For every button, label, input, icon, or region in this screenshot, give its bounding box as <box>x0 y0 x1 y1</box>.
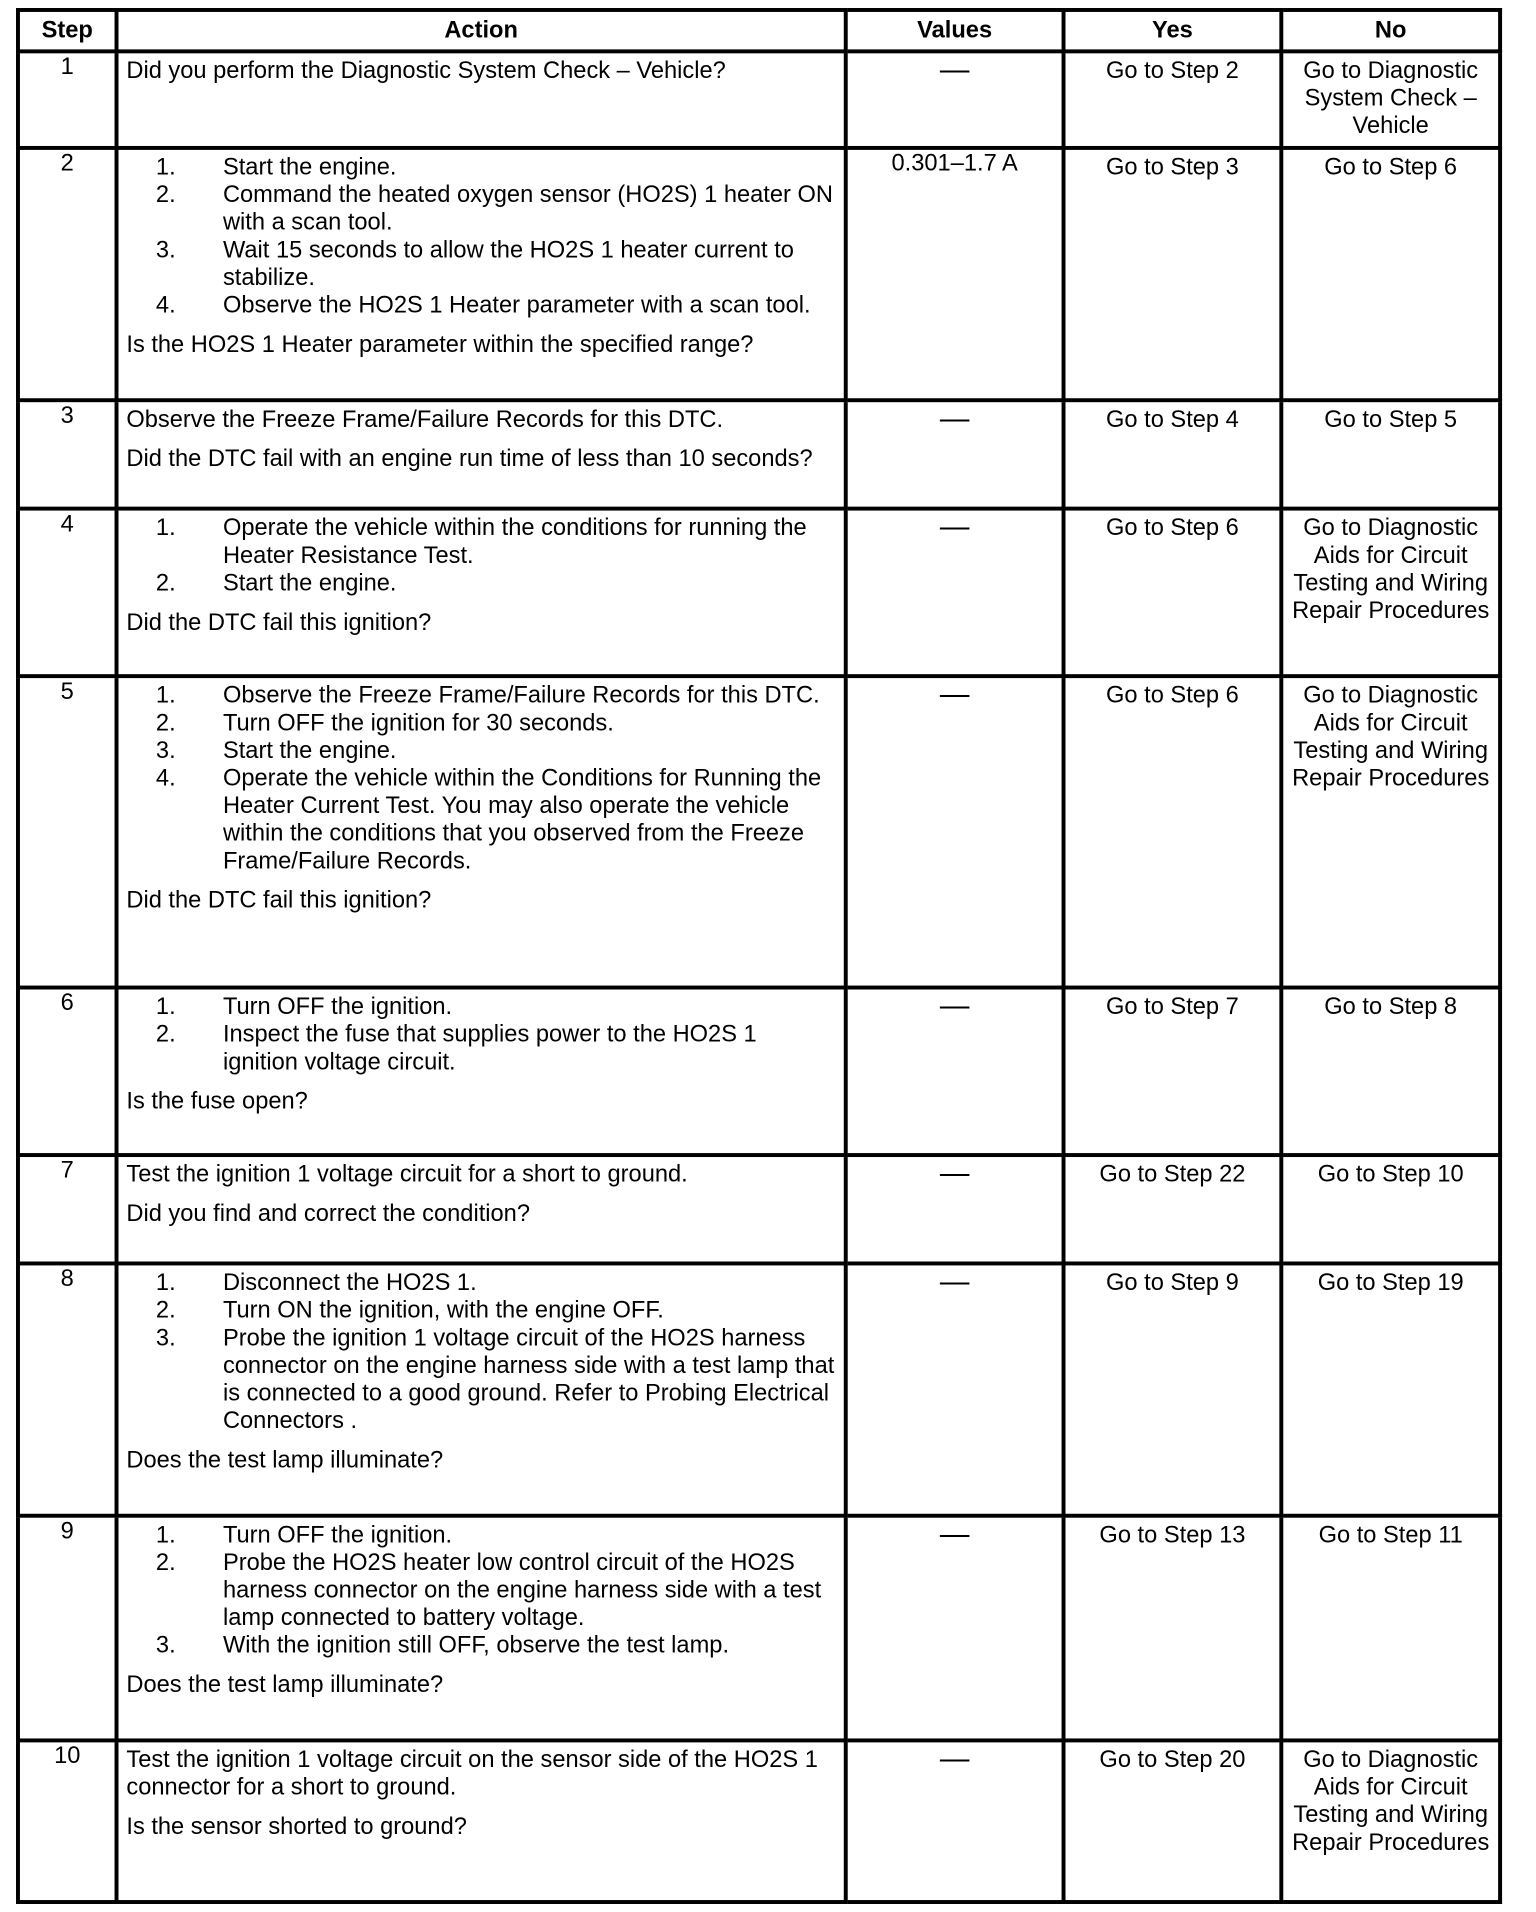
no-action: Go to Step 6 <box>1324 153 1458 181</box>
action-step-list <box>126 682 836 875</box>
action-step-item: Start the engine. <box>222 153 397 181</box>
action-content <box>118 1518 843 1701</box>
action-content <box>118 402 843 475</box>
yes-cell <box>1064 148 1282 400</box>
yes-action: Go to Step 7 <box>1106 993 1239 1021</box>
no-cell <box>1281 676 1500 987</box>
action-step-item: Probe the ignition 1 voltage circuit of the HO2S harness connector on the engine harness side with a test lamp that is connected to a good ground. Refer to Probing Electrical Connectors . <box>222 1324 835 1434</box>
action-question: Is the sensor shorted to ground? <box>126 1813 467 1840</box>
action-cell <box>117 988 846 1156</box>
action-question: Is the fuse open? <box>126 1088 308 1115</box>
no-action: Go to Diagnostic Aids for Circuit Testing and Wiring Repair Procedures <box>1292 682 1490 792</box>
value-cell: 0.301–1.7 A <box>846 148 1064 400</box>
action-instructions <box>126 154 836 320</box>
action-step-item: Start the engine. <box>222 737 397 764</box>
action-cell <box>117 1740 846 1902</box>
no-action: Go to Diagnostic Aids for Circuit Testing and Wiring Repair Procedures <box>1292 514 1490 624</box>
value-cell: — <box>846 1263 1064 1515</box>
step-number: 4 <box>18 509 117 677</box>
no-action: Go to Step 19 <box>1317 1269 1464 1296</box>
header-yes: Yes <box>1064 10 1282 51</box>
action-lead-text: Did you perform the Diagnostic System Check – Vehicle? <box>126 57 726 84</box>
yes-cell <box>1064 51 1282 148</box>
action-step-item: Turn ON the ignition, with the engine OFF. <box>222 1296 664 1324</box>
no-action: Go to Step 10 <box>1317 1160 1464 1188</box>
yes-cell <box>1064 1740 1282 1902</box>
action-cell <box>117 400 846 508</box>
action-instructions <box>126 682 836 875</box>
no-action: Go to Step 5 <box>1324 406 1458 433</box>
action-instructions <box>126 1522 836 1660</box>
action-cell <box>117 1263 846 1515</box>
step-number: 2 <box>18 148 117 400</box>
value-cell: — <box>846 509 1064 677</box>
action-step-item: Start the engine. <box>222 569 397 597</box>
action-lead-text: Test the ignition 1 voltage circuit on the sensor side of the HO2S 1 connector for a short to ground. <box>126 1746 818 1801</box>
action-cell <box>117 1516 846 1741</box>
no-cell <box>1281 509 1500 677</box>
no-cell <box>1281 1263 1500 1515</box>
action-step-item: Inspect the fuse that supplies power to the HO2S 1 ignition voltage circuit. <box>222 1021 757 1076</box>
diagnostic-table <box>16 8 1502 1904</box>
value-cell: — <box>846 1516 1064 1741</box>
step-number: 9 <box>18 1516 117 1741</box>
table-row <box>18 988 1500 1156</box>
table-row <box>18 51 1500 148</box>
table-row <box>18 148 1500 400</box>
yes-cell <box>1064 1263 1282 1515</box>
no-action: Go to Diagnostic Aids for Circuit Testing and Wiring Repair Procedures <box>1292 1746 1490 1856</box>
yes-cell <box>1064 1516 1282 1741</box>
action-step-item: Observe the HO2S 1 Heater parameter with a scan tool. <box>222 291 811 319</box>
action-cell <box>117 676 846 987</box>
yes-action: Go to Step 6 <box>1106 514 1239 542</box>
value-cell: — <box>846 1155 1064 1263</box>
action-content <box>118 1265 843 1476</box>
action-question: Is the HO2S 1 Heater parameter within the specified range? <box>126 331 754 358</box>
action-step-list <box>126 515 836 598</box>
yes-action: Go to Step 22 <box>1099 1160 1246 1188</box>
no-cell <box>1281 400 1500 508</box>
step-number: 10 <box>18 1740 117 1902</box>
table-row <box>18 400 1500 508</box>
value-cell: — <box>846 988 1064 1156</box>
action-step-item: Disconnect the HO2S 1. <box>222 1269 477 1296</box>
action-step-item: Turn OFF the ignition. <box>222 993 453 1021</box>
action-step-item: Probe the HO2S heater low control circuit of the HO2S harness connector on the engine harness side with a test lamp connected to battery voltage. <box>222 1549 822 1632</box>
step-number: 5 <box>18 676 117 987</box>
table-row <box>18 676 1500 987</box>
no-cell <box>1281 51 1500 148</box>
action-instructions <box>126 1161 836 1189</box>
action-step-item: Command the heated oxygen sensor (HO2S) 1 heater ON with a scan tool. <box>222 181 833 236</box>
yes-cell <box>1064 676 1282 987</box>
no-cell <box>1281 1740 1500 1902</box>
header-values: Values <box>846 10 1064 51</box>
action-step-item: With the ignition still OFF, observe the test lamp. <box>222 1632 730 1659</box>
yes-action: Go to Step 9 <box>1106 1269 1239 1296</box>
step-number: 8 <box>18 1263 117 1515</box>
header-action: Action <box>117 10 846 51</box>
yes-action: Go to Step 20 <box>1099 1746 1246 1773</box>
action-content <box>118 150 843 361</box>
header-no: No <box>1281 10 1500 51</box>
table-body <box>18 51 1500 1902</box>
value-cell: — <box>846 400 1064 508</box>
action-step-item: Operate the vehicle within the conditions for running the Heater Resistance Test. <box>222 514 807 569</box>
action-content <box>118 1742 843 1843</box>
yes-cell <box>1064 400 1282 508</box>
step-number: 7 <box>18 1155 117 1263</box>
yes-action: Go to Step 13 <box>1099 1521 1246 1549</box>
action-content <box>118 678 843 916</box>
yes-action: Go to Step 3 <box>1106 153 1239 181</box>
table-row <box>18 1516 1500 1741</box>
value-cell: — <box>846 1740 1064 1902</box>
step-number: 1 <box>18 51 117 148</box>
action-step-item: Observe the Freeze Frame/Failure Records for this DTC. <box>222 682 820 709</box>
action-cell <box>117 1155 846 1263</box>
action-instructions <box>126 515 836 598</box>
header-step: Step <box>18 10 117 51</box>
action-step-item: Wait 15 seconds to allow the HO2S 1 heater current to stabilize. <box>222 236 794 291</box>
action-cell <box>117 51 846 148</box>
table-row <box>18 1263 1500 1515</box>
action-step-list <box>126 1522 836 1660</box>
action-cell <box>117 148 846 400</box>
action-step-item: Turn OFF the ignition. <box>222 1521 453 1549</box>
no-cell <box>1281 1516 1500 1741</box>
action-step-list <box>126 154 836 320</box>
action-instructions <box>126 406 836 434</box>
value-cell: — <box>846 676 1064 987</box>
table-row <box>18 1155 1500 1263</box>
action-step-item: Turn OFF the ignition for 30 seconds. <box>222 709 614 737</box>
action-cell <box>117 509 846 677</box>
action-question: Does the test lamp illuminate? <box>126 1671 444 1699</box>
action-instructions <box>126 57 836 85</box>
value-cell: — <box>846 51 1064 148</box>
action-content <box>118 53 843 87</box>
yes-cell <box>1064 1155 1282 1263</box>
yes-action: Go to Step 2 <box>1106 57 1239 84</box>
action-instructions <box>126 1746 836 1801</box>
action-question: Did you find and correct the condition? <box>126 1200 531 1227</box>
no-action: Go to Step 8 <box>1324 993 1458 1021</box>
action-instructions <box>126 1269 836 1435</box>
action-content <box>118 990 843 1118</box>
action-lead-text: Test the ignition 1 voltage circuit for a short to ground. <box>126 1160 688 1188</box>
action-question: Did the DTC fail this ignition? <box>126 609 432 636</box>
yes-cell <box>1064 509 1282 677</box>
yes-action: Go to Step 4 <box>1106 406 1239 433</box>
action-step-list <box>126 1269 836 1435</box>
no-action: Go to Diagnostic System Check – Vehicle <box>1303 57 1479 140</box>
yes-action: Go to Step 6 <box>1106 682 1239 709</box>
action-question: Does the test lamp illuminate? <box>126 1446 444 1474</box>
step-number: 6 <box>18 988 117 1156</box>
action-instructions <box>126 993 836 1076</box>
action-content <box>118 511 843 639</box>
action-question: Did the DTC fail with an engine run time of less than 10 seconds? <box>126 445 813 473</box>
no-cell <box>1281 988 1500 1156</box>
table-header-row <box>18 10 1500 51</box>
action-step-list <box>126 993 836 1076</box>
action-lead-text: Observe the Freeze Frame/Failure Records for this DTC. <box>126 406 724 433</box>
no-action: Go to Step 11 <box>1318 1521 1463 1549</box>
action-content <box>118 1157 843 1230</box>
no-cell <box>1281 1155 1500 1263</box>
table-row <box>18 509 1500 677</box>
no-cell <box>1281 148 1500 400</box>
yes-cell <box>1064 988 1282 1156</box>
action-step-item: Operate the vehicle within the Conditions for Running the Heater Current Test. You may also operate the vehicle within the conditions that you observed from the Freeze Frame/Failure Records. <box>222 764 822 875</box>
diagnostic-table-sheet <box>16 8 1498 1876</box>
action-question: Did the DTC fail this ignition? <box>126 887 432 914</box>
table-row <box>18 1740 1500 1902</box>
step-number: 3 <box>18 400 117 508</box>
